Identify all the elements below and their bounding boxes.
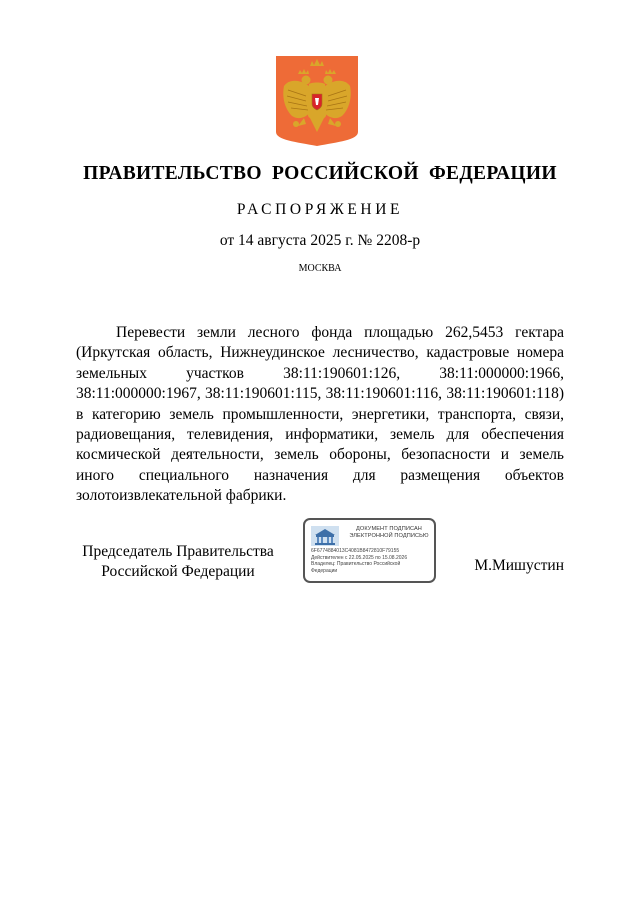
stamp-owner-line1: Владелец: Правительство Российской	[311, 561, 401, 568]
coat-of-arms-icon	[276, 56, 358, 146]
document-date-number: от 14 августа 2025 г. № 2208-р	[219, 232, 421, 249]
signatory-position-line1: Председатель Правительства	[82, 543, 274, 560]
signatory-name: М.Мишустин	[474, 557, 564, 574]
document-city: МОСКВА	[298, 263, 342, 274]
stamp-owner-line2: Федерации	[311, 567, 338, 574]
government-building-icon	[311, 526, 339, 546]
stamp-header	[345, 526, 433, 540]
stamp-header-line2: ЭЛЕКТРОННОЙ ПОДПИСЬЮ	[349, 533, 429, 539]
electronic-signature-stamp	[303, 518, 436, 583]
stamp-details	[311, 548, 435, 574]
document-type: РАСПОРЯЖЕНИЕ	[236, 201, 404, 218]
order-body-text: Перевести земли лесного фонда площадью 262,5453 гектара (Иркутская область, Нижнеудинское лесничество, кадастровые номера земельных участков 38:11:190601:126, 38:11:000000:1966, 38:11:000000:1967, 38:11:190601:115, 38:11:190601:116, 38:11:190601:118) в категорию земель промышленности, энергетики, транспорта, связи, радиовещания, телевидения, информатики, земель для обеспечения космической деятельности, земель обороны, безопасности и земель иного специального назначения для размещения объектов золотоизвлекательной фабрики.	[76, 324, 564, 505]
government-title: ПРАВИТЕЛЬСТВО РОССИЙСКОЙ ФЕДЕРАЦИИ	[83, 163, 557, 184]
signatory-position	[78, 542, 278, 582]
stamp-header-line1: ДОКУМЕНТ ПОДПИСАН	[356, 526, 422, 532]
stamp-validity: Действителен с 22.05.2025 по 15.08.2026	[311, 554, 408, 561]
stamp-certificate: 6F6774884013C4081B8472810F79155	[311, 548, 400, 554]
signatory-position-line2: Российской Федерации	[101, 563, 255, 580]
